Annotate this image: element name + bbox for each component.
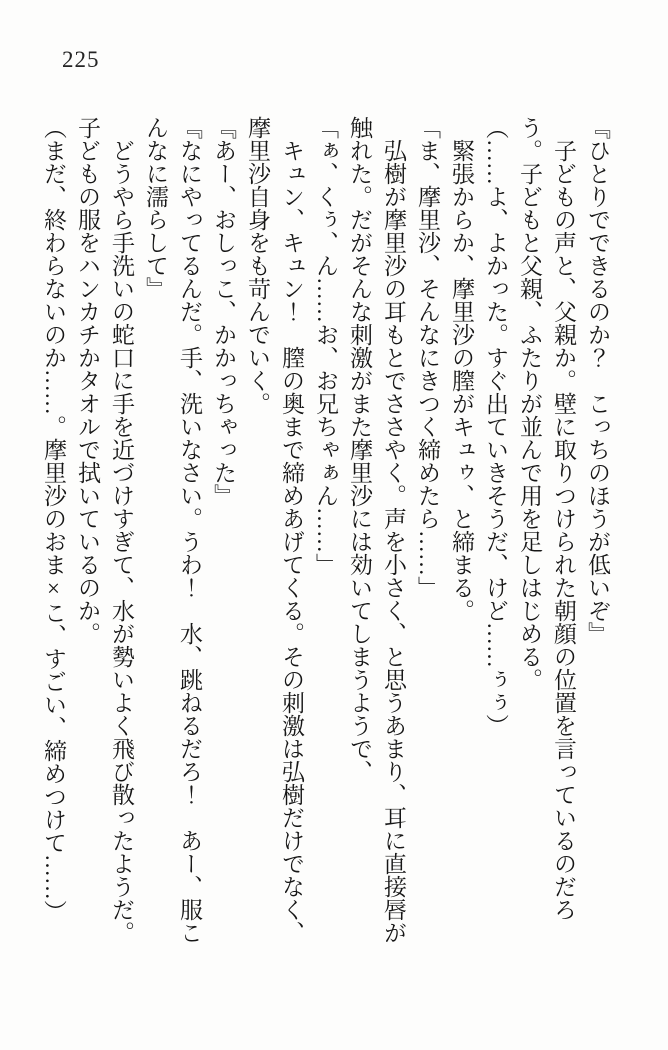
dialogue-line: 『あー、おしっこ、かかっちゃった』 (211, 116, 236, 507)
dialogue-line: 『ひとりでできるのか？ こっちのほうが低いぞ』 (585, 116, 610, 645)
dialogue-line: 「ぁ、くぅ、ん……お、お兄ちゃぁん……」 (313, 116, 338, 576)
thought-line: （まだ、終わらないのか……。摩里沙のおま×こ、すごい、締めつけて……） (41, 116, 66, 923)
narrative-paragraph: 緊張からか、摩里沙の膣がキュゥ、と締まる。 (449, 139, 474, 622)
narrative-paragraph: キュン、キュン！ 膣の奥まで締めあげてくる。その刺激は弘樹だけでなく、摩里沙自身をも苛んでいく。 (245, 116, 304, 944)
dialogue-line: 「ま、摩里沙、そんなにきつく締めたら……」 (415, 116, 440, 599)
narrative-paragraph: どうやら手洗いの蛇口に手を近づけすぎて、水が勢いよく飛び散ったようだ。子どもの服をハンカチかタオルで拭いているのか。 (75, 116, 134, 944)
thought-line: （……よ、よかった。すぐ出ていきそうだ、けど……ぅぅ） (483, 116, 508, 737)
narrative-paragraph: 弘樹が摩里沙の耳もとでささやく。声を小さく、と思うあまり、耳に直接唇が触れた。だがそんな刺激がまた摩里沙には効いてしまうようで、 (347, 116, 406, 944)
narrative-paragraph: 子どもの声と、父親か。壁に取りつけられた朝顔の位置を言っているのだろう。子どもと父親、ふたりが並んで用を足しはじめる。 (517, 116, 576, 921)
dialogue-line: 『なにやってるんだ。手、洗いなさい。うわ！ 水、跳ねるだろ！ あー、服こんなに濡らして』 (143, 116, 202, 944)
vertical-text-block (34, 116, 614, 958)
page-number: 225 (62, 47, 100, 72)
